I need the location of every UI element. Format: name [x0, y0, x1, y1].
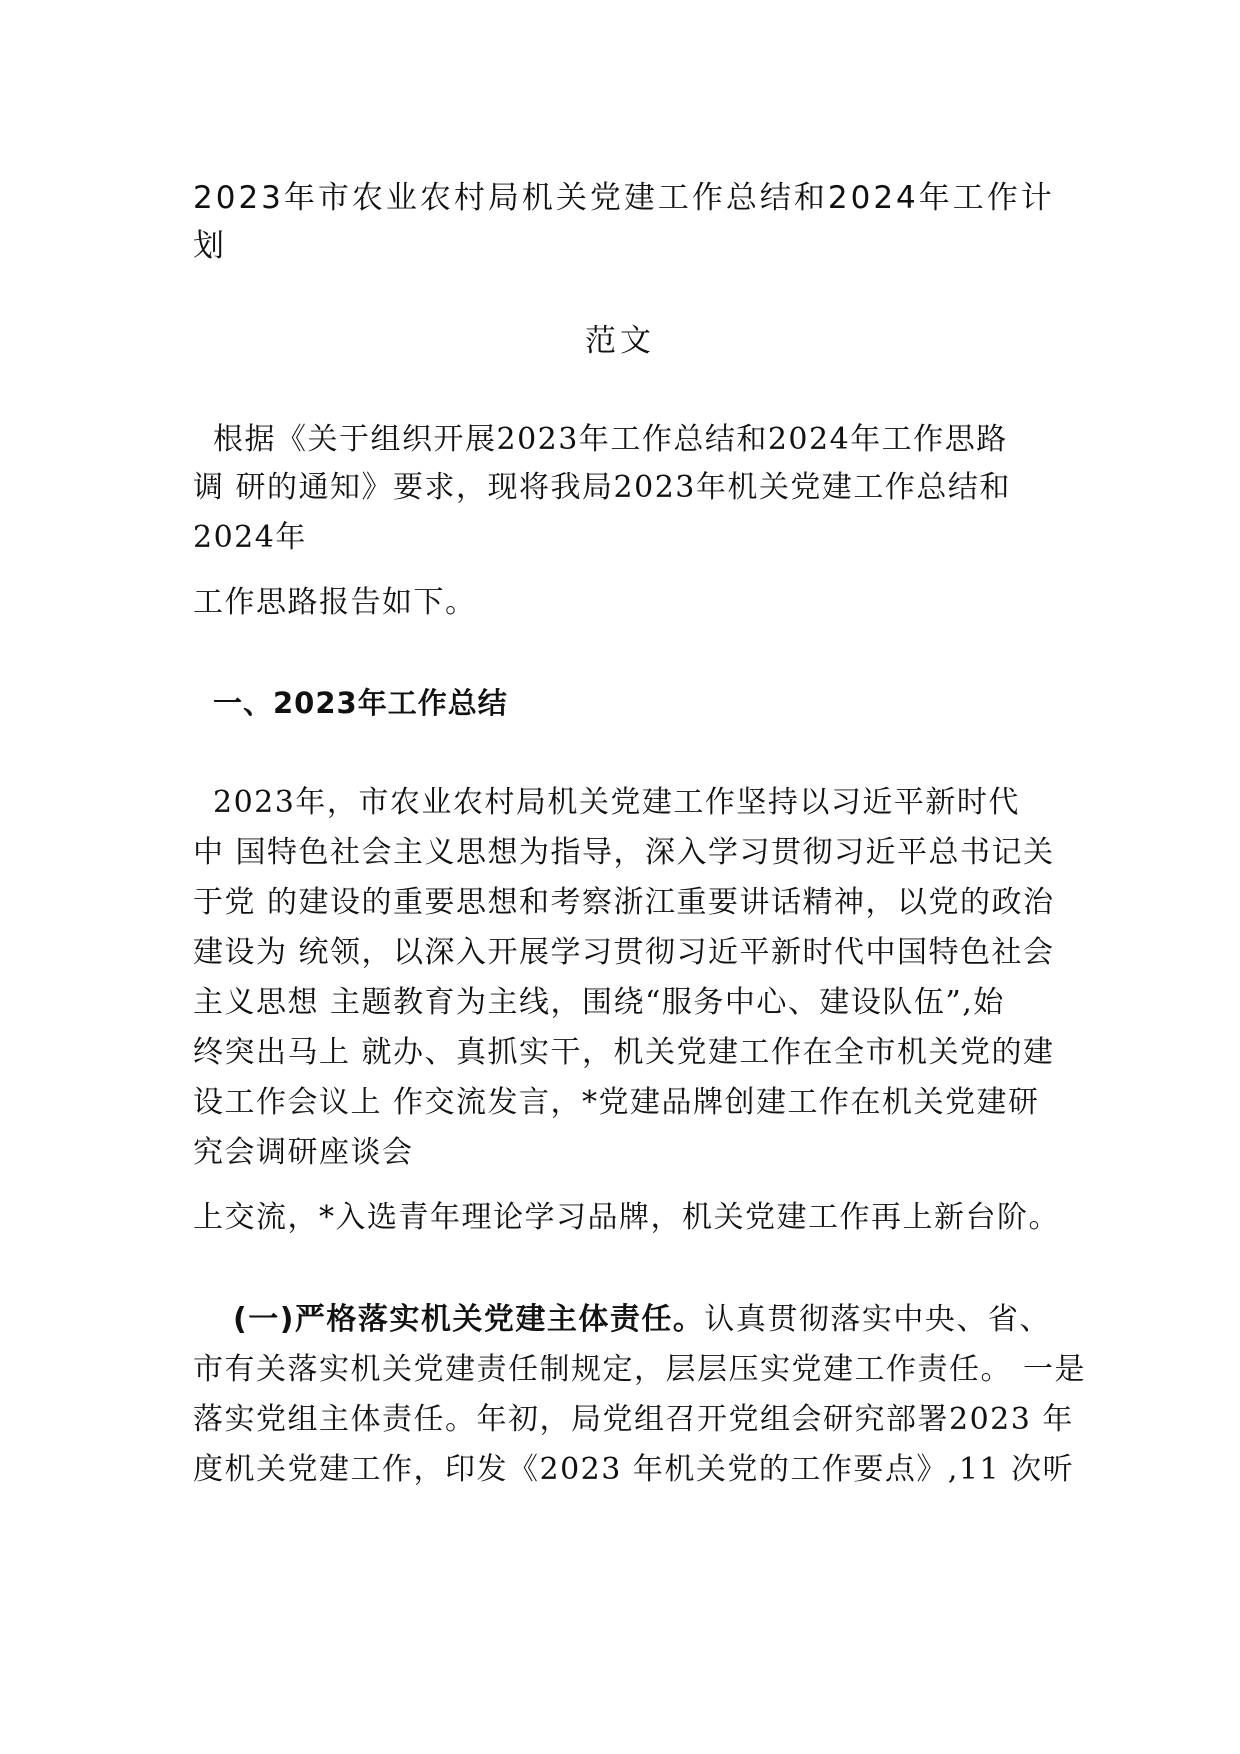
subsection-line: 度机关党建工作，印发《2023 年机关党的工作要点》,11 次听: [193, 1452, 1075, 1487]
section-para-line: 建设为 统领，以深入开展学习贯彻习近平新时代中国特色社会: [193, 935, 1055, 970]
intro-line-1: 根据《关于组织开展2023年工作总结和2024年工作思路: [213, 422, 1008, 457]
section-para-line: 中 国特色社会主义思想为指导，深入学习贯彻习近平总书记关: [193, 835, 1055, 870]
section-para-line: 2023年，市农业农村局机关党建工作坚持以习近平新时代: [213, 785, 1020, 820]
subsection-line: 落实党组主体责任。年初，局党组召开党组会研究部署2023 年: [193, 1402, 1074, 1437]
section-para-line: 主义思想 主题教育为主线，围绕“服务中心、建设队伍”,始: [193, 985, 1005, 1020]
subsection-first-line: [233, 1300, 1051, 1340]
section-para-line: 终突出马上 就办、真抓实干，机关党建工作在全市机关党的建: [193, 1035, 1055, 1070]
section-para-line: 究会调研座谈会: [193, 1135, 414, 1170]
subsection-heading: (一)严格落实机关党建主体责任。: [233, 1302, 705, 1337]
section-para-line: 于党 的建设的重要思想和考察浙江重要讲话精神，以党的政治: [193, 885, 1055, 920]
section-para-line: 设工作会议上 作交流发言，*党建品牌创建工作在机关党建研: [193, 1085, 1040, 1120]
intro-line-3: 2024年: [193, 520, 307, 555]
document-title: 2023年市农业农村局机关党建工作总结和2024年工作计: [193, 180, 1055, 216]
section-para-line: 上交流，*入选青年理论学习品牌，机关党建工作再上新台阶。: [193, 1200, 1060, 1235]
subsection-text: 认真贯彻落实中央、省、: [704, 1302, 1051, 1337]
document-subtitle: 范文: [585, 323, 655, 359]
section-heading: 一、2023年工作总结: [213, 686, 508, 720]
intro-line-2: 调 研的通知》要求，现将我局2023年机关党建工作总结和: [193, 470, 1011, 505]
subsection-line: 市有关落实机关党建责任制规定，层层压实党建工作责任。 一是: [193, 1352, 1087, 1387]
document-title-continued: 划: [193, 228, 227, 264]
intro-line-4: 工作思路报告如下。: [193, 585, 477, 620]
